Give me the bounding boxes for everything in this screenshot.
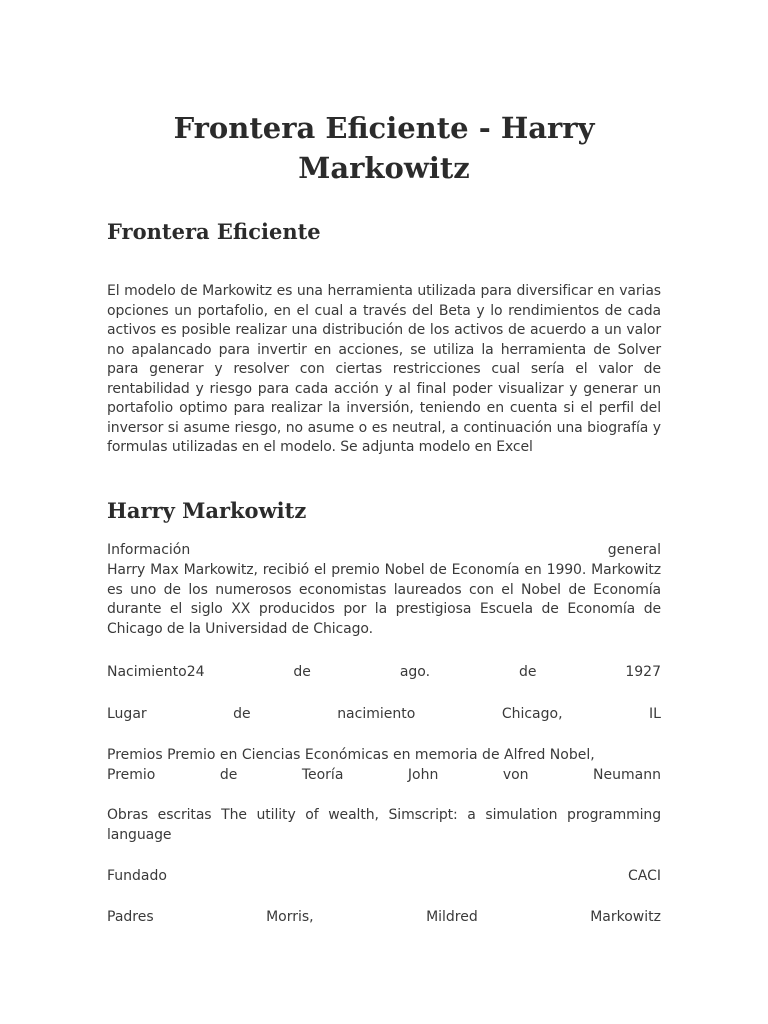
lugar-word: Chicago, (501, 706, 563, 722)
premios-word: de (219, 767, 238, 783)
lugar-word: de (233, 706, 251, 722)
lugar-word: Lugar (107, 706, 147, 722)
info-general-line (107, 540, 661, 560)
padres-line (107, 907, 661, 927)
padres-word: Markowitz (590, 909, 661, 925)
nacimiento-word: de (293, 664, 311, 680)
bio-paragraph: Harry Max Markowitz, recibió el premio Nobel de Economía en 1990. Markowitz es uno de los numerosos economistas laureados con el Nobel de Economía durante el siglo XX producidos por la prestigiosa Escuela de Economía de Chicago de la Universidad de Chicago. (107, 562, 661, 637)
premios-word: Neumann (593, 767, 661, 783)
padres-word: Morris, (266, 909, 314, 925)
premios-text: Premios Premio en Ciencias Económicas en memoria de Alfred Nobel, (107, 747, 595, 763)
premios-word: John (407, 767, 439, 783)
premios-word: Premio (107, 767, 156, 783)
fundado-line (107, 866, 661, 886)
section-heading-frontera: Frontera Eficiente (107, 219, 321, 244)
padres-word: Padres (107, 909, 154, 925)
frontera-paragraph: El modelo de Markowitz es una herramienta utilizada para diversificar en varias opciones un portafolio, en el cual a través del Beta y lo rendimientos de cada activos es posible realizar una distribución de los activos de acuerdo a un valor no apalancado para invertir en acciones, se utiliza la herramienta de Solver para generar y resolver con ciertas restricciones cual sería el valor de rentabilidad y riesgo para cada acción y al final poder visualizar y generar un portafolio optimo para realizar la inversión, teniendo en cuenta si el perfil del inversor si asume riesgo, no asume o es neutral, a continuación una biografía y formulas utilizadas en el modelo. Se adjunta modelo en Excel (107, 283, 661, 455)
premios-word: Teoría (301, 767, 344, 783)
nacimiento-word: Nacimiento24 (107, 664, 205, 680)
nacimiento-line (107, 662, 661, 682)
lugar-line (107, 704, 661, 724)
lugar-word: nacimiento (337, 706, 416, 722)
info-word: Información (107, 542, 191, 558)
padres-word: Mildred (426, 909, 478, 925)
premios-line-2 (107, 765, 661, 785)
lugar-word: IL (649, 706, 661, 722)
nacimiento-word: de (518, 664, 537, 680)
nacimiento-word: 1927 (625, 664, 661, 680)
nacimiento-word: ago. (399, 664, 431, 680)
premios-line-1 (107, 745, 661, 765)
fundado-word: CACI (627, 868, 661, 884)
fundado-word: Fundado (107, 868, 167, 884)
premios-word: von (502, 767, 529, 783)
obras-paragraph: Obras escritas The utility of wealth, Simscript: a simulation programming language (107, 807, 661, 843)
info-word: general (607, 542, 661, 558)
section-heading-harry: Harry Markowitz (107, 498, 307, 523)
page-title: Frontera Eficiente - Harry Markowitz (173, 111, 595, 185)
